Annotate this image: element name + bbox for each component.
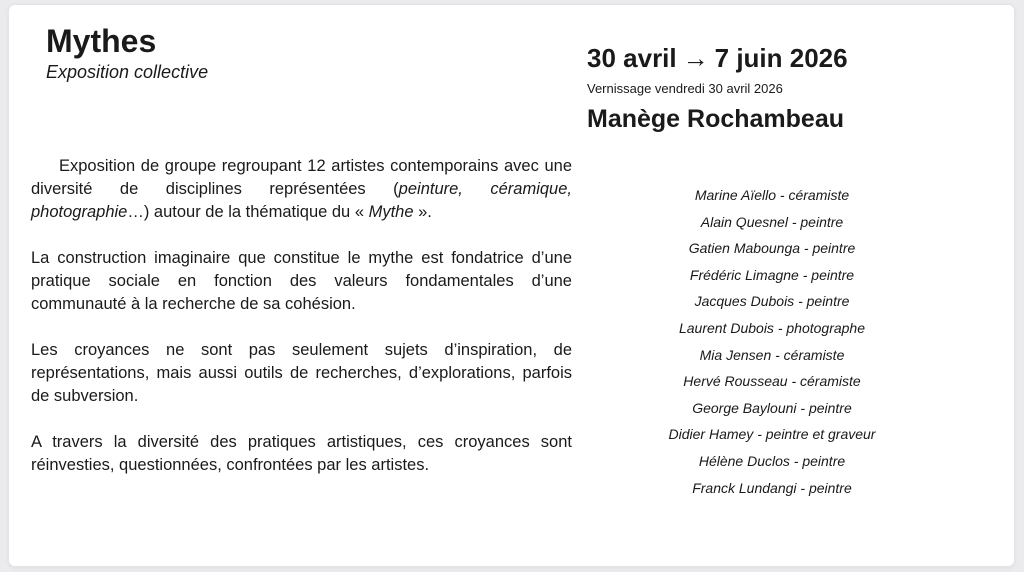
artist-item: Hélène Duclos - peintre (698, 452, 846, 469)
artist-item: Franck Lundangi - peintre (692, 479, 852, 496)
artist-list (591, 182, 953, 501)
paragraph-segment: Exposition de groupe regroupant 12 artistes contemporains avec une diversité de disciplines représentées ( (31, 157, 572, 198)
header-right (587, 43, 977, 134)
artist-item: Gatien Mabounga - peintre (688, 240, 856, 257)
page-title: Mythes (46, 23, 157, 59)
description-paragraph (31, 339, 572, 408)
artist-item: Hervé Rousseau - céramiste (683, 373, 861, 390)
artist-item: Mia Jensen - céramiste (699, 346, 845, 363)
header-left (46, 23, 208, 83)
paragraph-segment: ». (413, 203, 432, 221)
artist-item: Frédéric Limagne - peintre (689, 266, 855, 283)
paragraph-segment: La construction imaginaire que constitue le mythe est fondatrice d’une pratique sociale en fonction des valeurs fondamentales d’une communauté à la recherche de sa cohésion. (31, 249, 572, 313)
description-paragraph (31, 247, 572, 316)
paragraph-segment-italic: Mythe (368, 203, 414, 221)
description-paragraph (31, 431, 572, 477)
artist-item: Laurent Dubois - photographe (678, 319, 866, 336)
right-arrow-icon: → (682, 43, 709, 73)
date-range (587, 43, 977, 73)
artist-item: Marine Aïello - céramiste (694, 187, 850, 203)
venue-name: Manège Rochambeau (587, 105, 845, 133)
page-card (8, 4, 1015, 567)
description (31, 155, 572, 500)
page-subtitle: Exposition collective (46, 61, 209, 82)
date-start: 30 avril (587, 43, 677, 73)
artist-item: Didier Hamey - peintre et graveur (668, 426, 876, 443)
paragraph-segment: A travers la diversité des pratiques artistiques, ces croyances sont réinvesties, questionnées, confrontées par les artistes. (31, 433, 572, 474)
vernissage-note: Vernissage vendredi 30 avril 2026 (587, 81, 783, 96)
description-paragraph (31, 155, 572, 224)
paragraph-segment: Les croyances ne sont pas seulement sujets d’inspiration, de représentations, mais aussi outils de recherches, d’explorations, parfois de subversion. (31, 341, 572, 405)
artist-item: George Baylouni - peintre (692, 399, 852, 416)
paragraph-segment-italic: peinture, céramique, photographie (31, 180, 572, 221)
artist-item: Alain Quesnel - peintre (700, 213, 844, 230)
date-end: 7 juin 2026 (714, 43, 848, 73)
paragraph-segment: …) autour de la thématique du « (127, 203, 369, 221)
artist-item: Jacques Dubois - peintre (694, 293, 850, 310)
